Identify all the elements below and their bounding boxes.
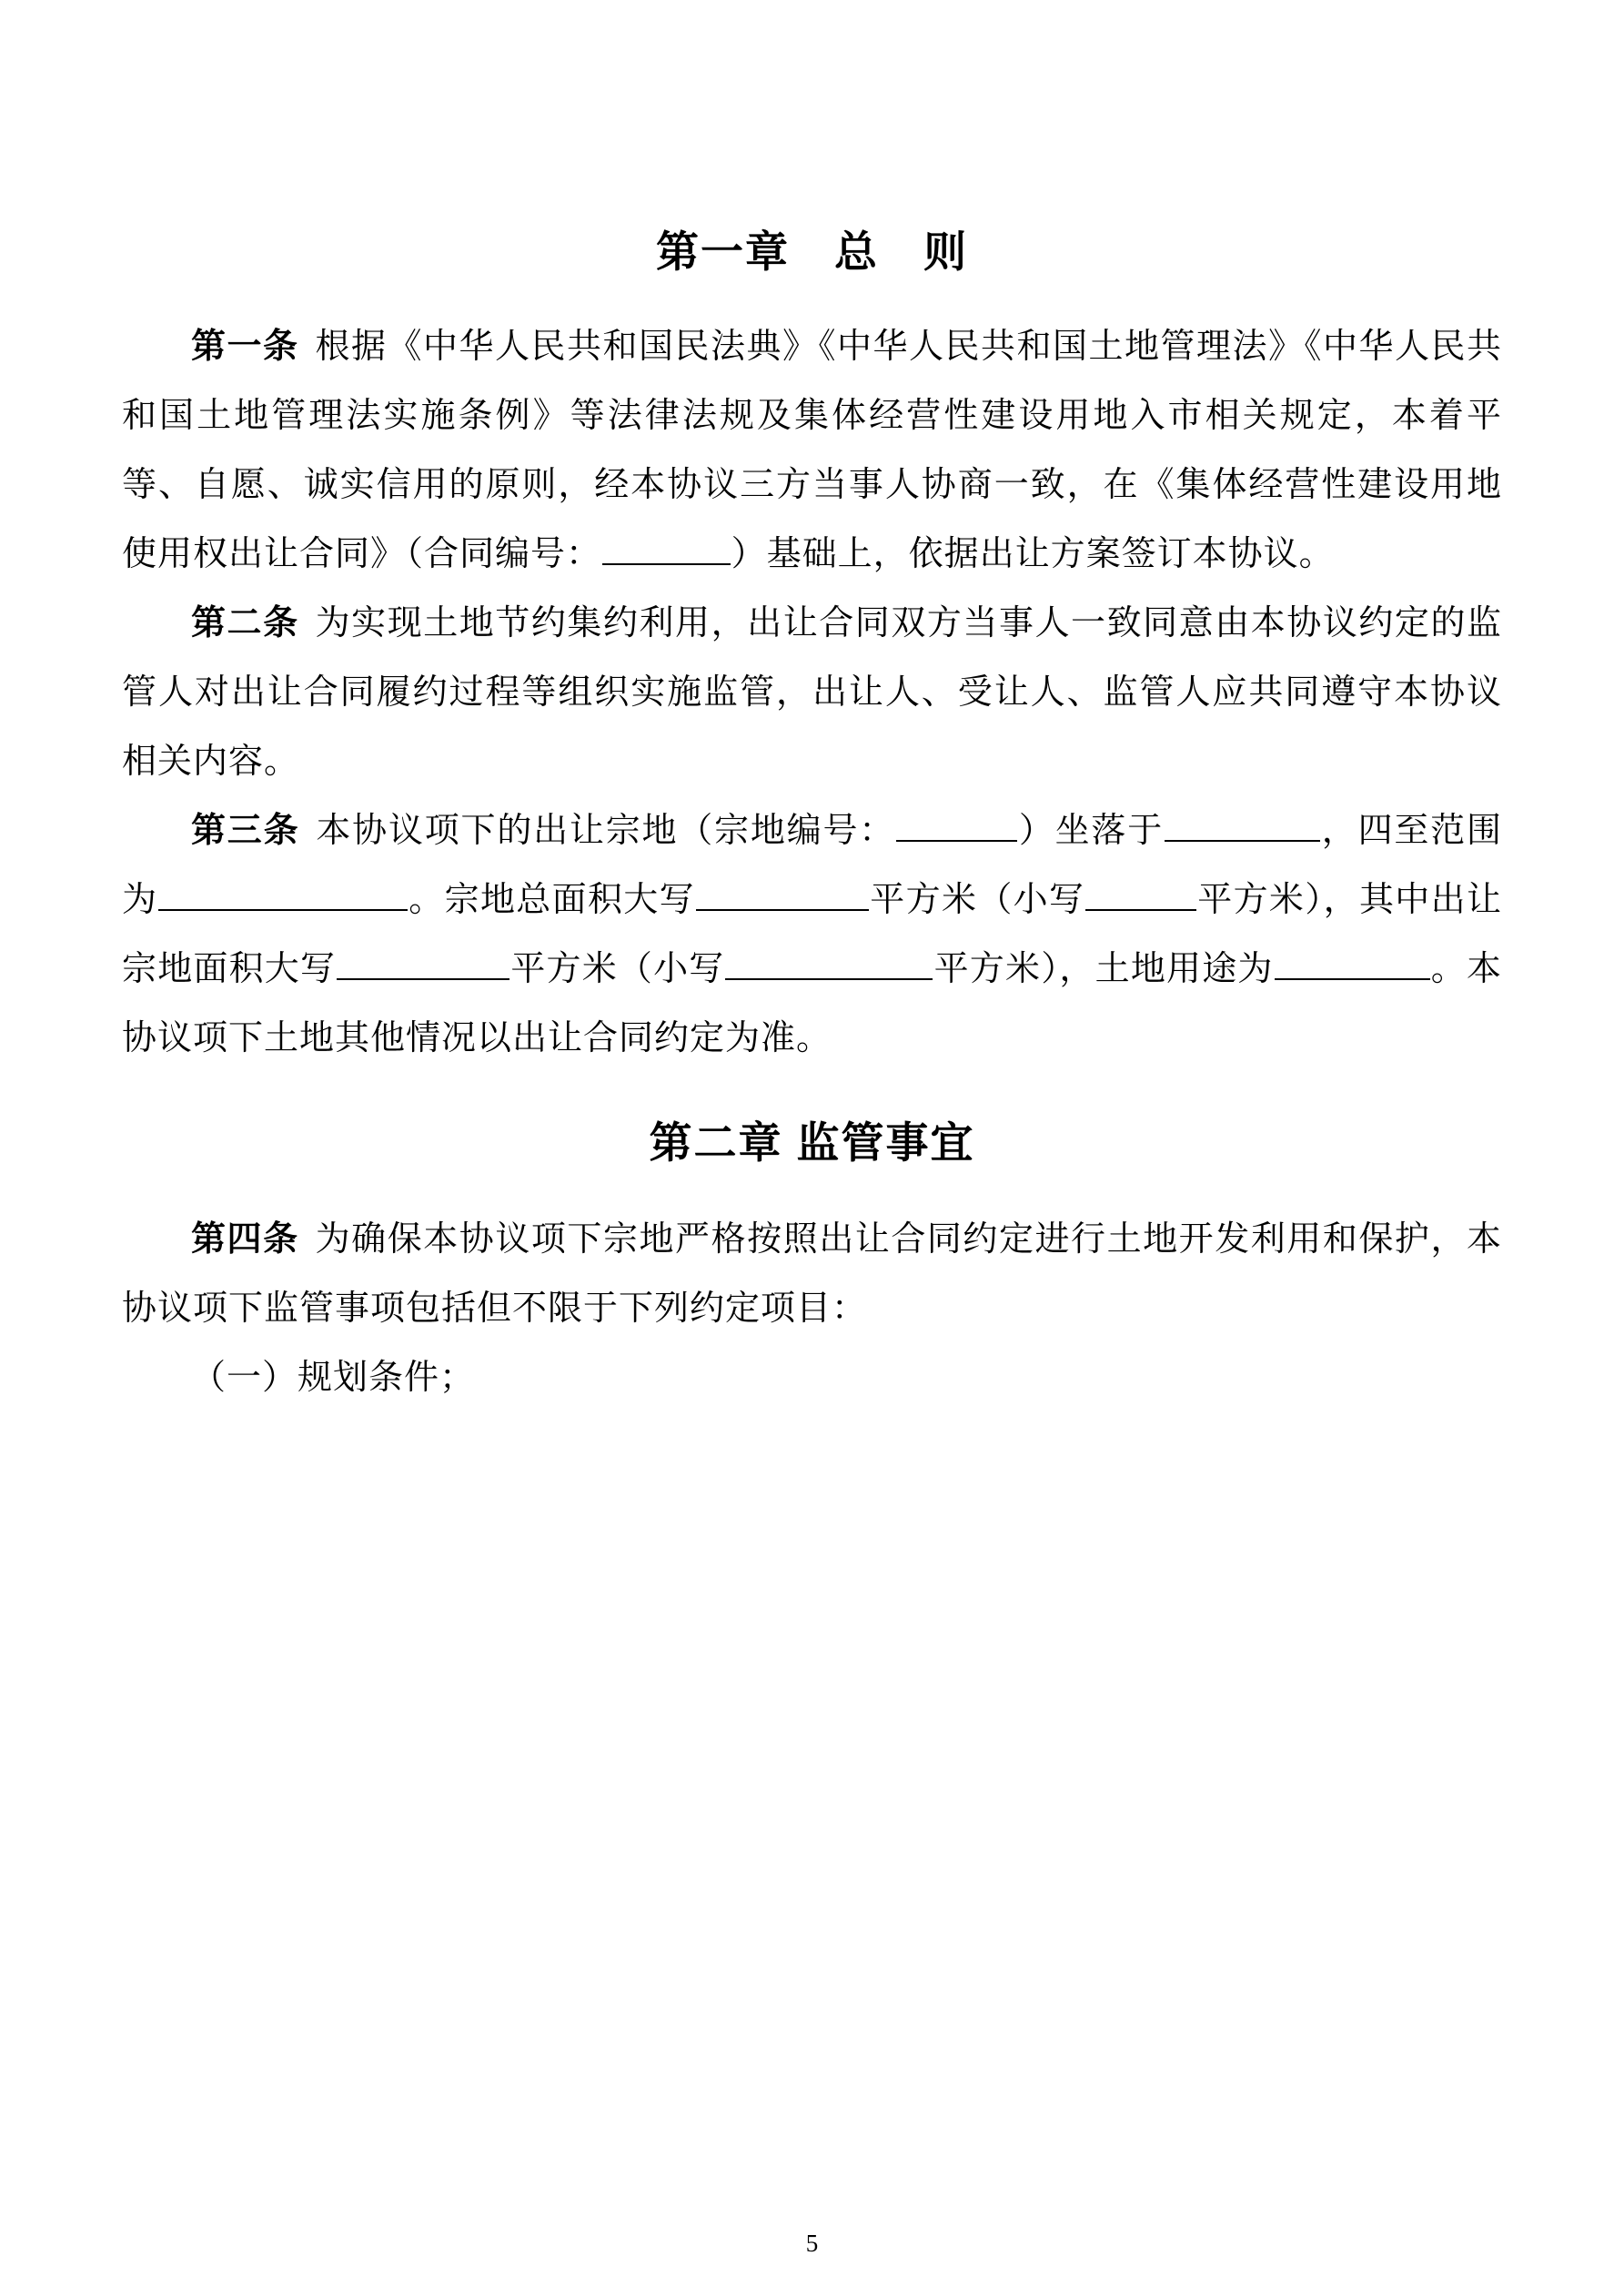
blank-underline-field bbox=[725, 971, 933, 980]
text-run: 平方米（小写 bbox=[869, 881, 1085, 920]
page-number: 5 bbox=[805, 2230, 819, 2257]
text-run: ）坐落于 bbox=[1018, 812, 1165, 851]
text-run: 。宗地总面积大写 bbox=[408, 881, 695, 920]
blank-underline-field bbox=[158, 902, 408, 911]
blank-underline-field bbox=[896, 833, 1017, 842]
text-run: 为实现土地节约集约利用，出让合同双方当事人一致同意由本协议约定的监管人对出让合同履约过程等组织实施监管，出让人、受让人、监管人应共同遵守本协议相关内容。 bbox=[122, 604, 1502, 782]
article-4 bbox=[122, 1205, 1502, 1343]
article-number-label: 第三条 bbox=[191, 812, 300, 851]
blank-underline-field bbox=[1275, 971, 1430, 980]
text-run: 为确保本协议项下宗地严格按照出让合同约定进行土地开发利用和保护，本协议项下监管事项包括但不限于下列约定项目： bbox=[122, 1220, 1502, 1329]
text-run: 根据《中华人民共和国民法典》《中华人民共和国土地管理法》《中华人民共和国土地管理法实施条例》等法律法规及集体经营性建设用地入市相关规定，本着平等、自愿、诚实信用的原则，经本协议三方当事人协商一致，在《集体经营性建设用地使用权出让合同》（合同编号： bbox=[122, 328, 1502, 574]
text-run: （一）规划条件； bbox=[191, 1359, 476, 1398]
chapter-2-content bbox=[122, 1205, 1502, 1412]
chapter-1-content bbox=[122, 312, 1502, 1073]
article-2 bbox=[122, 589, 1502, 796]
article-number-label: 第二条 bbox=[191, 604, 299, 643]
text-run: 平方米），土地用途为 bbox=[933, 950, 1274, 989]
chapter-1-heading: 第一章 总 则 bbox=[656, 228, 968, 276]
blank-underline-field bbox=[1165, 833, 1320, 842]
article-1 bbox=[122, 312, 1502, 589]
article-number-label: 第一条 bbox=[191, 328, 299, 367]
blank-underline-field bbox=[337, 971, 509, 980]
text-run: ）基础上，依据出让方案签订本协议。 bbox=[731, 535, 1335, 574]
blank-underline-field bbox=[602, 556, 731, 565]
blank-underline-field bbox=[696, 902, 869, 911]
article-number-label: 第四条 bbox=[191, 1220, 299, 1259]
text-run: 平方米），其中出让宗地面积大写 bbox=[122, 881, 1502, 989]
text-run: 本协议项下的出让宗地（宗地编号： bbox=[316, 812, 896, 851]
text-run: 。本协议项下土地其他情况以出让合同约定为准。 bbox=[122, 950, 1502, 1058]
chapter-2-heading: 第二章 监管事宜 bbox=[649, 1118, 975, 1168]
blank-underline-field bbox=[1085, 902, 1196, 911]
article-3 bbox=[122, 796, 1502, 1073]
list-item-1 bbox=[122, 1343, 1502, 1412]
text-run: 平方米（小写 bbox=[510, 950, 725, 989]
text-run: ，四至范围为 bbox=[122, 812, 1502, 920]
